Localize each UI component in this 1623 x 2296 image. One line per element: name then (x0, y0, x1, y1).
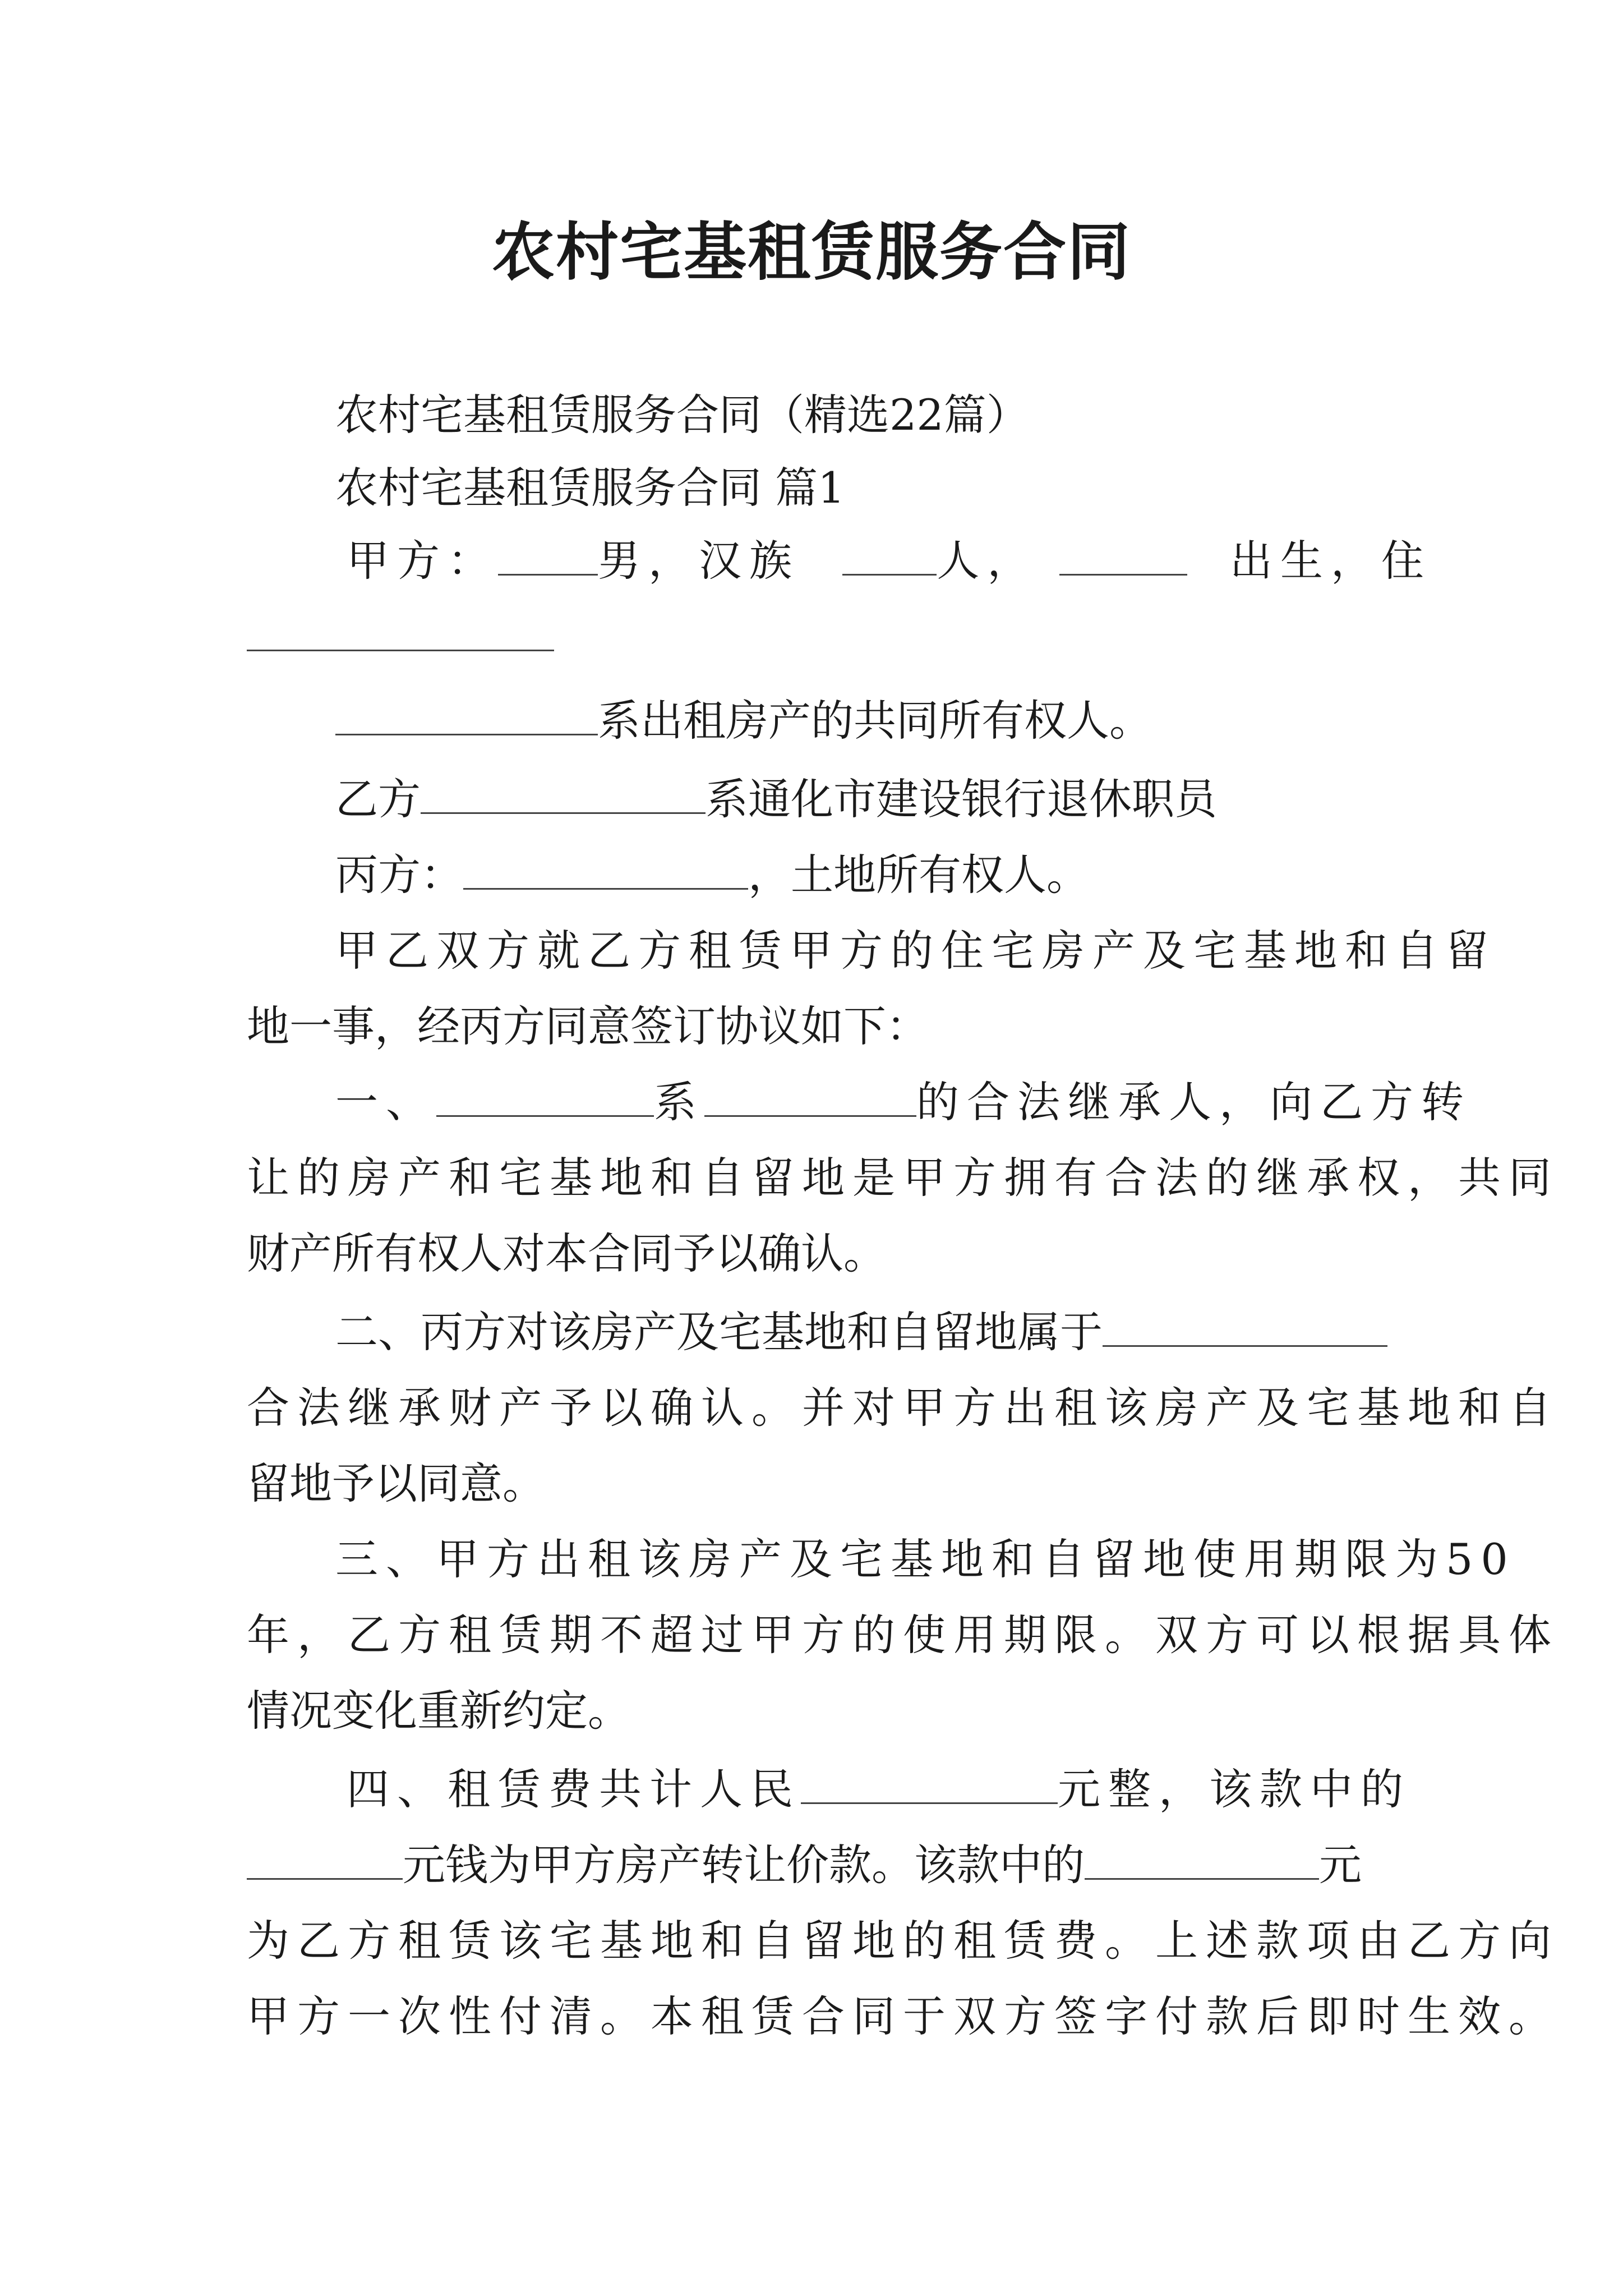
blank-co-owner (335, 694, 598, 735)
blank-land-rent (1085, 1839, 1319, 1880)
clause-4-text-a: 四、租赁费共计人民 (347, 1764, 801, 1814)
clause-2-line-3: 留地予以同意。 (247, 1458, 545, 1508)
party-a-address-line (247, 609, 554, 665)
clause-4-line-1 (347, 1761, 1411, 1818)
clause-1-prefix: 一、 (335, 1077, 436, 1127)
party-a-native: 人， (937, 536, 1038, 586)
blank-owner (1103, 1306, 1387, 1347)
party-b-label: 乙方 (335, 774, 421, 824)
party-a-sex: 男，汉族 (598, 536, 800, 586)
party-c-desc: ，土地所有权人。 (748, 850, 1089, 900)
clause-1-line-2: 让的房产和宅基地和自留地是甲方拥有合法的继承权，共同 (247, 1153, 1559, 1203)
co-owner-text: 系出租房产的共同所有权人。 (598, 696, 1152, 746)
blank-total-rent (801, 1763, 1058, 1804)
subtitle: 农村宅基租赁服务合同（精选22篇） (335, 390, 1029, 440)
party-a-label: 甲方： (347, 536, 498, 586)
clause-2-text: 二、丙方对该房产及宅基地和自留地属于 (335, 1307, 1103, 1357)
clause-1-end: 的合法继承人，向乙方转 (916, 1077, 1472, 1127)
clause-4-text-c: 元钱为甲方房产转让价款。该款中的 (403, 1840, 1085, 1890)
party-b-desc: 系通化市建设银行退休职员 (706, 774, 1217, 824)
intro-line-1: 甲乙双方就乙方租赁甲方的住宅房产及宅基地和自留 (335, 926, 1496, 976)
clause-4-line-4: 甲方一次性付清。本租赁合同于双方签字付款后即时生效。 (247, 1991, 1559, 2041)
clause-4-text-b: 元整，该款中的 (1058, 1764, 1411, 1814)
blank-birth (1059, 535, 1187, 576)
party-c-line (335, 847, 1089, 903)
clause-4-line-2 (247, 1837, 1362, 1893)
clause-1-mid: 系 (654, 1077, 704, 1127)
clause-3-line-2: 年，乙方租赁期不超过甲方的使用期限。双方可以根据具体 (247, 1610, 1559, 1660)
blank-party-c (463, 849, 748, 890)
blank-address (247, 610, 554, 651)
blank-decedent (704, 1076, 916, 1117)
clause-4-text-d: 元 (1319, 1840, 1362, 1890)
clause-2-line-1 (335, 1304, 1387, 1360)
clause-3-line-1: 三、甲方出租该房产及宅基地和自留地使用期限为50 (335, 1534, 1516, 1584)
co-owner-line (335, 693, 1152, 749)
intro-line-2: 地一事，经丙方同意签订协议如下： (247, 1001, 929, 1051)
clause-3-line-3: 情况变化重新约定。 (247, 1686, 630, 1736)
clause-1-line-1 (335, 1074, 1472, 1130)
clause-4-line-3: 为乙方租赁该宅基地和自留地的租赁费。上述款项由乙方向 (247, 1916, 1559, 1966)
clause-2-line-2: 合法继承财产予以确认。并对甲方出租该房产及宅基地和自 (247, 1383, 1559, 1433)
blank-native (842, 535, 937, 576)
document-title: 农村宅基租赁服务合同 (492, 215, 1131, 289)
section-heading: 农村宅基租赁服务合同 篇1 (335, 463, 845, 513)
blank-house-price (247, 1839, 403, 1880)
blank-heir (436, 1076, 654, 1117)
party-c-label: 丙方： (335, 850, 463, 900)
party-a-line (347, 533, 1432, 589)
party-b-line (335, 771, 1217, 827)
clause-1-line-3: 财产所有权人对本合同予以确认。 (247, 1228, 886, 1278)
blank-name (498, 535, 598, 576)
blank-party-b (421, 773, 706, 814)
party-a-birth: 出生，住 (1229, 536, 1432, 586)
